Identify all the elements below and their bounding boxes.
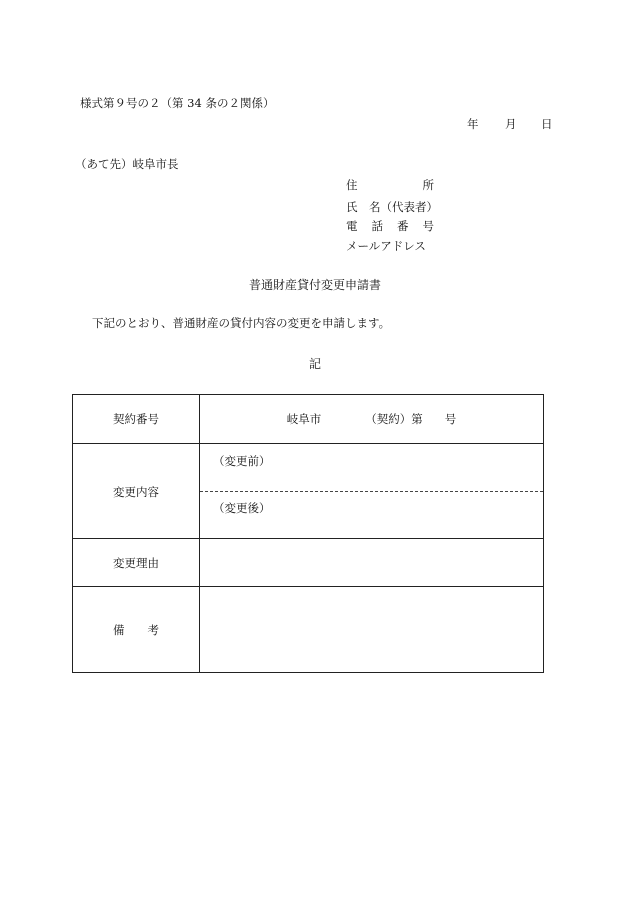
remarks-label: 備 考 (113, 623, 159, 637)
date-month-label: 月 (505, 117, 517, 131)
applicant-email-label: メールアドレス (346, 239, 426, 253)
contract-number-field[interactable] (200, 395, 543, 443)
phone-label-char-1: 電 (346, 219, 358, 233)
remarks-field[interactable] (200, 587, 543, 673)
form-number: 様式第９号の２（第 34 条の２関係） (80, 96, 275, 110)
date-year-label: 年 (467, 117, 479, 131)
contract-city: 岐阜市 (286, 412, 322, 426)
applicant-address-label (346, 180, 434, 192)
change-before-field[interactable] (200, 444, 543, 491)
address-label-char-2: 所 (422, 178, 434, 192)
change-after-label: （変更後） (213, 501, 271, 515)
addressee: （あて先）岐阜市長 (75, 157, 179, 171)
ki-heading: 記 (308, 357, 321, 371)
change-content-label: 変更内容 (113, 484, 159, 499)
change-before-label: （変更前） (213, 454, 271, 468)
phone-label-char-4: 号 (422, 219, 434, 233)
application-table (72, 394, 544, 673)
phone-label-char-3: 番 (397, 219, 409, 233)
change-reason-label: 変更理由 (113, 555, 159, 570)
contract-keyword: （契約）第 (365, 412, 423, 426)
applicant-phone-label (346, 221, 434, 233)
document-title: 普通財産貸付変更申請書 (248, 278, 381, 292)
change-after-field[interactable] (200, 492, 543, 539)
date-day-label: 日 (541, 117, 553, 131)
contract-number-label: 契約番号 (113, 412, 159, 426)
phone-label-char-2: 話 (371, 219, 383, 233)
applicant-name-label: 氏 名（代表者） (346, 200, 438, 214)
contract-number-suffix: 号 (444, 412, 457, 426)
intro-text: 下記のとおり、普通財産の貸付内容の変更を申請します。 (92, 316, 391, 330)
address-label-char-1: 住 (346, 178, 358, 192)
change-reason-field[interactable] (200, 539, 543, 586)
